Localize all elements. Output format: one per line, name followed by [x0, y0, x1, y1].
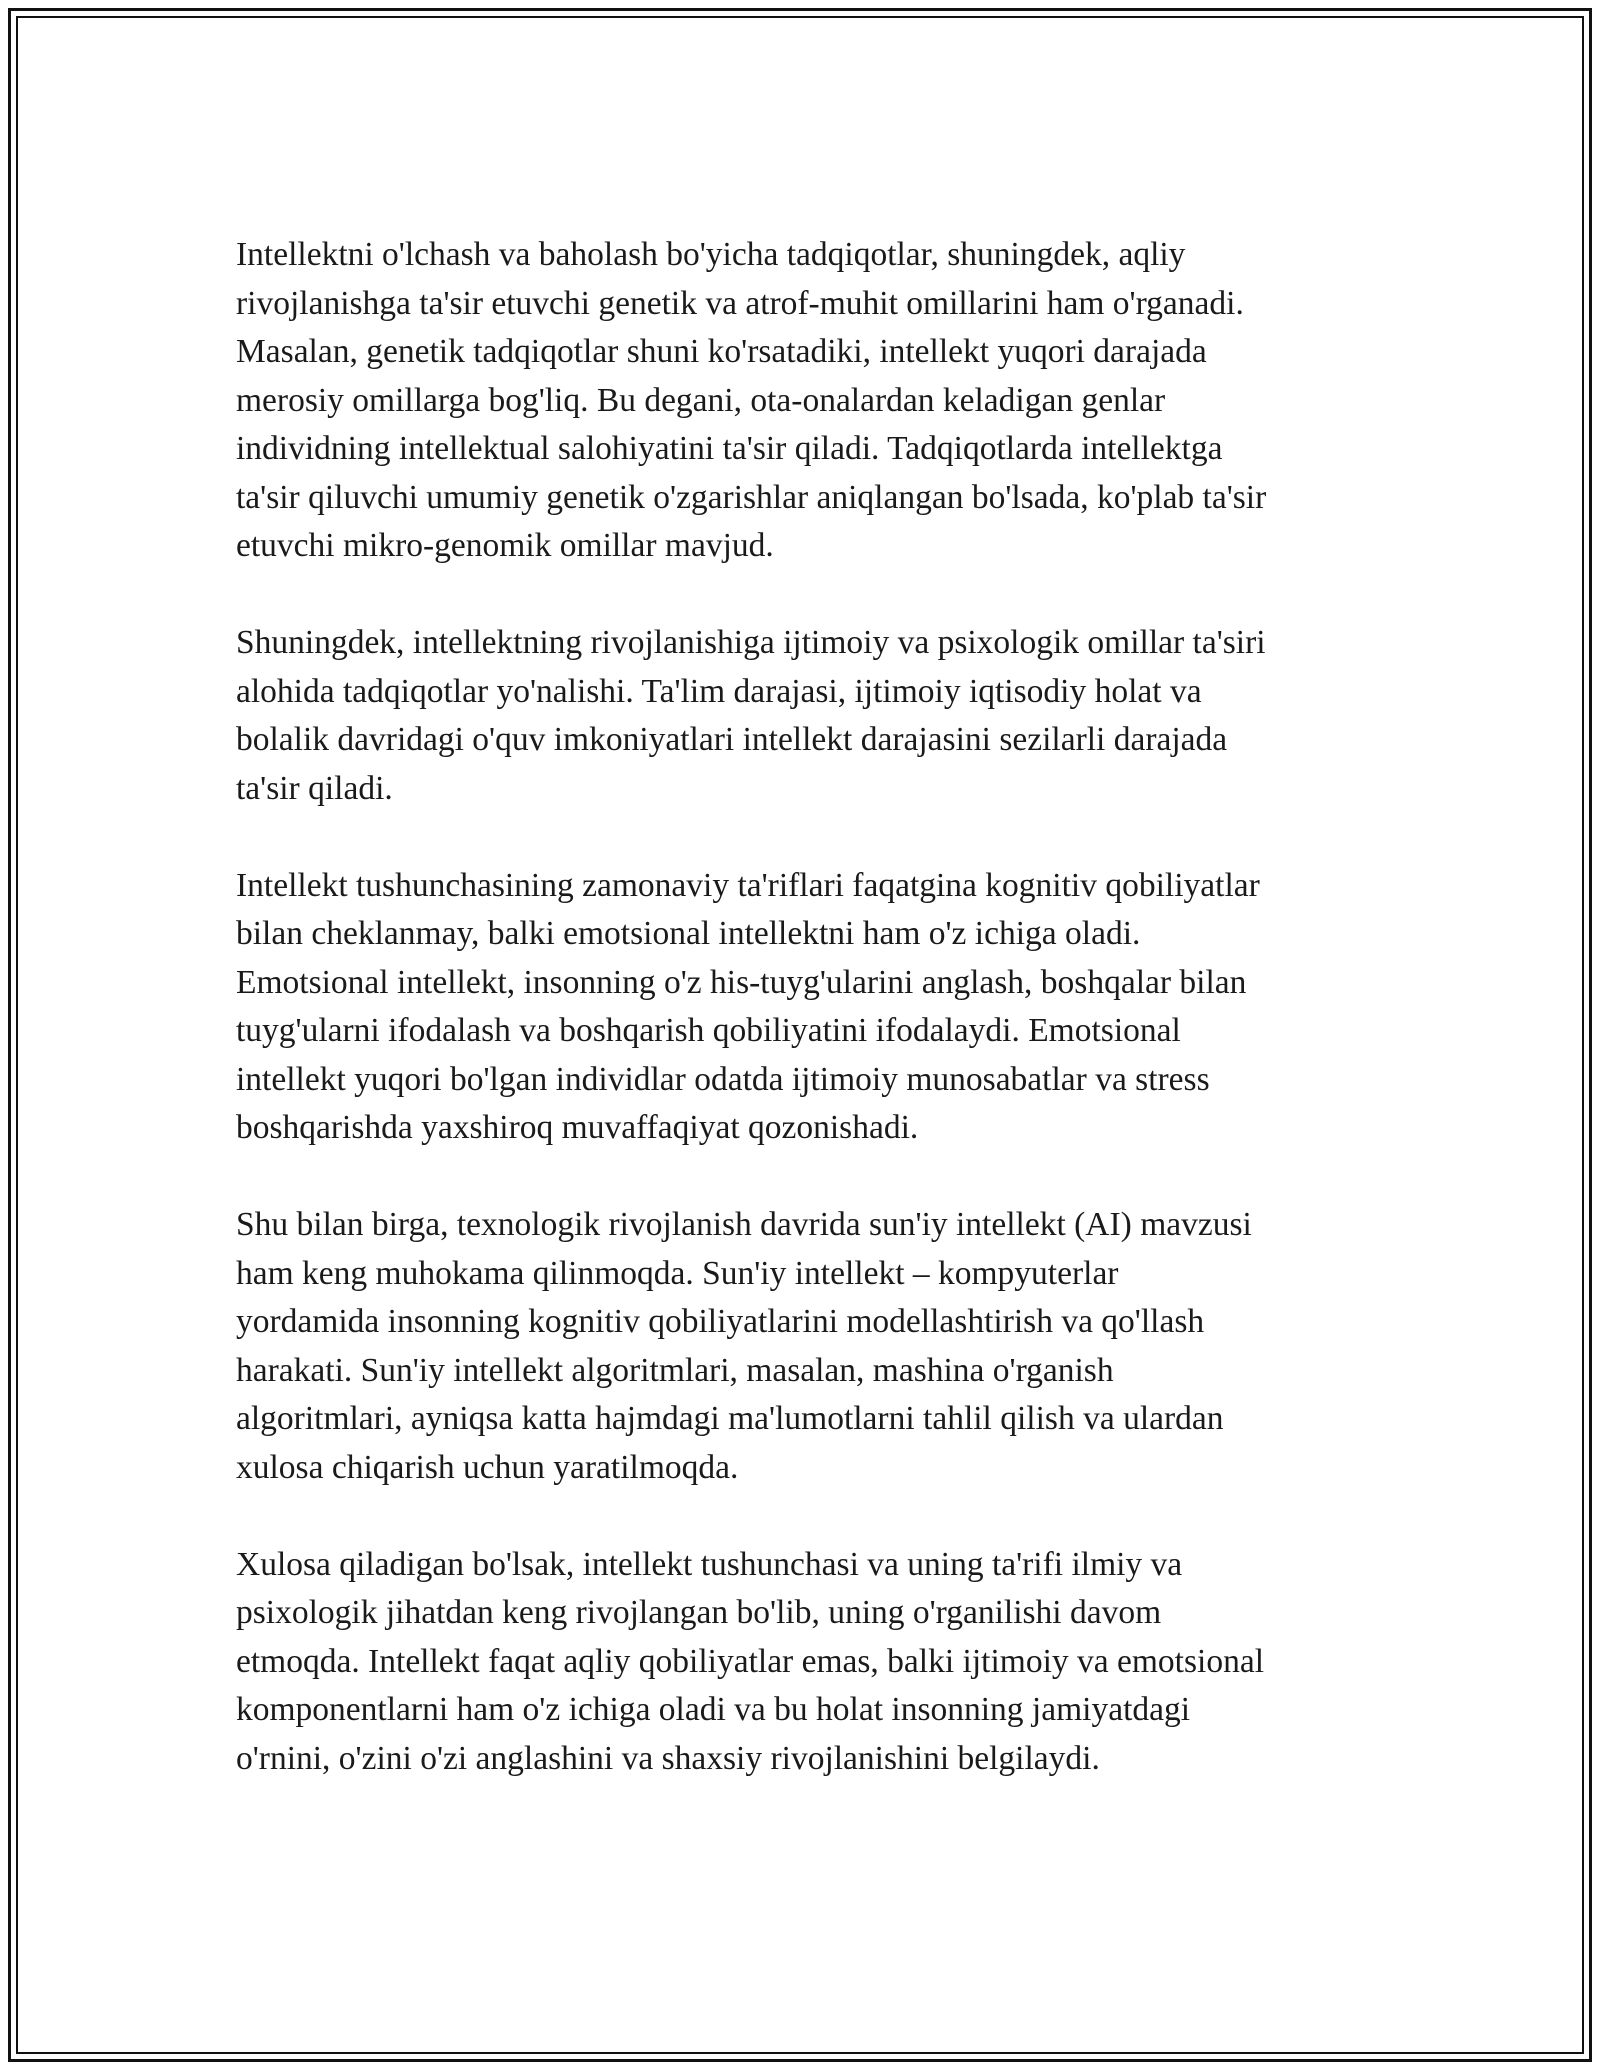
- paragraph-conclusion: Xulosa qiladigan bo'lsak, intellekt tushunchasi va uning ta'rifi ilmiy va psixologik jihatdan keng rivojlangan bo'lib, uning o'rganilishi davom etmoqda. Intellekt faqat aqliy qobiliyatlar emas, balki ijtimoiy va emotsional komponentlarni ham o'z ichiga oladi va bu holat insonning jamiyatdagi o'rnini, o'zini o'zi anglashini va shaxsiy rivojlanishini belgilaydi.: [236, 1545, 1264, 1777]
- document-body: [236, 231, 1376, 1832]
- paragraph-genetic-research: Intellektni o'lchash va baholash bo'yicha tadqiqotlar, shuningdek, aqliy rivojlanishga ta'sir etuvchi genetik va atrof-muhit omillarini ham o'rganadi. Masalan, genetik tadqiqotlar shuni ko'rsatadiki, intellekt yuqori darajada merosiy omillarga bog'liq. Bu degani, ota-onalardan keladigan genlar individning intellektual salohiyatini ta'sir qiladi. Tadqiqotlarda intellektga ta'sir qiluvchi umumiy genetik o'zgarishlar aniqlangan bo'lsada, ko'plab ta'sir etuvchi mikro-genomik omillar mavjud.: [236, 236, 1267, 564]
- paragraph-artificial-intelligence: Shu bilan birga, texnologik rivojlanish davrida sun'iy intellekt (AI) mavzusi ham keng muhokama qilinmoqda. Sun'iy intellekt – kompyuterlar yordamida insonning kognitiv qobiliyatlarini modellashtirish va qo'llash harakati. Sun'iy intellekt algoritmlari, masalan, mashina o'rganish algoritmlari, ayniqsa katta hajmdagi ma'lumotlarni tahlil qilish va ulardan xulosa chiqarish uchun yaratilmoqda.: [236, 1206, 1252, 1486]
- paragraph-emotional-intelligence: Intellekt tushunchasining zamonaviy ta'riflari faqatgina kognitiv qobiliyatlar bilan cheklanmay, balki emotsional intellektni ham o'z ichiga oladi. Emotsional intellekt, insonning o'z his-tuyg'ularini anglash, boshqalar bilan tuyg'ularni ifodalash va boshqarish qobiliyatini ifodalaydi. Emotsional intellekt yuqori bo'lgan individlar odatda ijtimoiy munosabatlar va stress boshqarishda yaxshiroq muvaffaqiyat qozonishadi.: [236, 866, 1260, 1146]
- paragraph-social-factors: Shuningdek, intellektning rivojlanishiga ijtimoiy va psixologik omillar ta'siri alohida tadqiqotlar yo'nalishi. Ta'lim darajasi, ijtimoiy iqtisodiy holat va bolalik davridagi o'quv imkoniyatlari intellekt darajasini sezilarli darajada ta'sir qiladi.: [236, 624, 1266, 807]
